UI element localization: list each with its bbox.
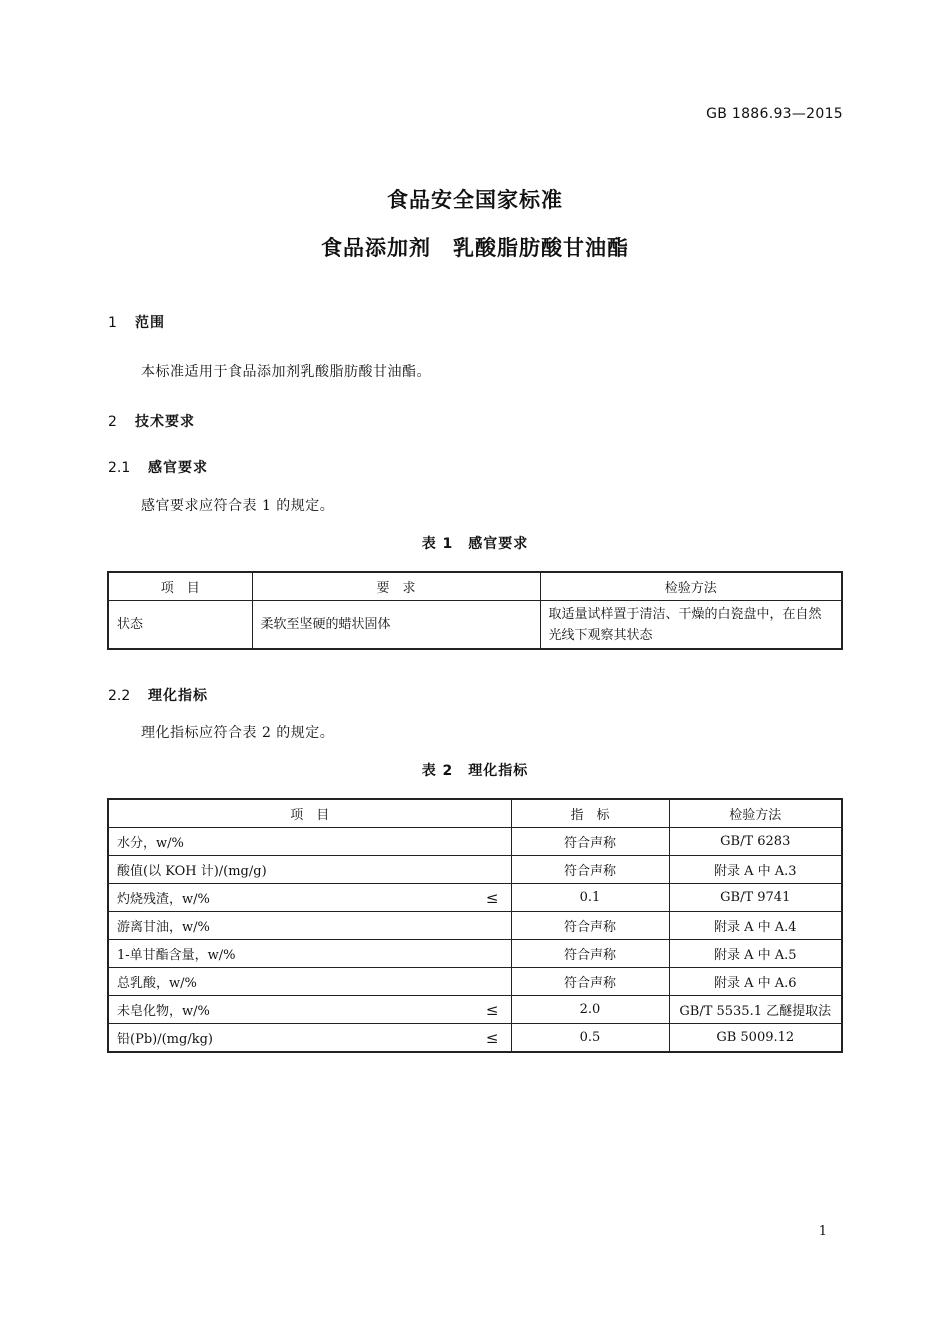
item-cell: 游离甘油，w/% xyxy=(117,920,210,935)
method-cell: GB/T 6283 xyxy=(669,828,842,856)
table-row xyxy=(108,996,842,1024)
section-number: 2 xyxy=(108,414,117,430)
method-cell: 附录 A 中 A.6 xyxy=(669,968,842,996)
physicochemical-indicators-table xyxy=(107,798,843,1053)
section-number: 2.2 xyxy=(108,688,131,704)
section-title: 感官要求 xyxy=(148,460,208,476)
header-cell: 指 标 xyxy=(511,799,669,828)
section-2-heading xyxy=(108,411,195,431)
section-2-2-text: 理化指标应符合表 2 的规定。 xyxy=(141,725,335,741)
item-cell: 灼烧残渣，w/% xyxy=(117,892,210,907)
header-cell: 项 目 xyxy=(108,572,252,601)
table-row xyxy=(108,828,842,856)
item-cell: 铅(Pb)/(mg/kg) xyxy=(117,1032,213,1047)
table-row xyxy=(108,1024,842,1053)
value-cell: 2.0 xyxy=(511,996,669,1024)
le-symbol: ≤ xyxy=(485,1000,499,1019)
method-cell: 附录 A 中 A.5 xyxy=(669,940,842,968)
table-row xyxy=(108,912,842,940)
value-cell: 0.1 xyxy=(511,884,669,912)
section-1-text: 本标准适用于食品添加剂乳酸脂肪酸甘油酯。 xyxy=(141,364,431,380)
item-cell: 水分，w/% xyxy=(117,836,184,851)
requirement-cell: 柔软至坚硬的蜡状固体 xyxy=(252,601,540,650)
section-title: 范围 xyxy=(135,315,165,331)
le-symbol: ≤ xyxy=(485,888,499,907)
table-2-caption: 表 2 理化指标 xyxy=(421,763,529,779)
header-cell: 项 目 xyxy=(108,799,511,828)
item-cell: 总乳酸，w/% xyxy=(117,976,197,991)
table-header-row xyxy=(108,572,842,601)
table-row xyxy=(108,601,842,650)
value-cell: 0.5 xyxy=(511,1024,669,1053)
document-subtitle: 食品添加剂 乳酸脂肪酸甘油酯 xyxy=(321,236,629,260)
table-1-caption: 表 1 感官要求 xyxy=(421,536,529,552)
section-title: 理化指标 xyxy=(148,688,208,704)
value-cell: 符合声称 xyxy=(511,828,669,856)
item-cell: 未皂化物，w/% xyxy=(117,1004,210,1019)
table-row xyxy=(108,940,842,968)
value-cell: 符合声称 xyxy=(511,856,669,884)
value-cell: 符合声称 xyxy=(511,968,669,996)
section-number: 1 xyxy=(108,315,117,331)
section-2-1-text: 感官要求应符合表 1 的规定。 xyxy=(141,498,335,514)
page-number: 1 xyxy=(818,1224,827,1239)
section-number: 2.1 xyxy=(108,460,131,476)
item-cell: 1-单甘酯含量，w/% xyxy=(117,948,236,963)
table-row xyxy=(108,884,842,912)
item-cell: 状态 xyxy=(108,601,252,650)
method-cell: GB/T 5535.1 乙醚提取法 xyxy=(669,996,842,1024)
header-cell: 检验方法 xyxy=(540,572,842,601)
table-row xyxy=(108,856,842,884)
standard-code: GB 1886.93—2015 xyxy=(706,106,843,122)
document-title: 食品安全国家标准 xyxy=(387,188,563,212)
section-1-heading xyxy=(108,312,165,332)
method-cell: GB 5009.12 xyxy=(669,1024,842,1053)
header-cell: 要 求 xyxy=(252,572,540,601)
section-title: 技术要求 xyxy=(135,414,195,430)
section-2-2-heading xyxy=(108,685,208,705)
value-cell: 符合声称 xyxy=(511,940,669,968)
table-row xyxy=(108,968,842,996)
method-cell: 附录 A 中 A.3 xyxy=(669,856,842,884)
header-cell: 检验方法 xyxy=(669,799,842,828)
section-2-1-heading xyxy=(108,457,208,477)
value-cell: 符合声称 xyxy=(511,912,669,940)
sensory-requirements-table xyxy=(107,571,843,650)
method-cell: GB/T 9741 xyxy=(669,884,842,912)
method-cell: 附录 A 中 A.4 xyxy=(669,912,842,940)
item-cell: 酸值(以 KOH 计)/(mg/g) xyxy=(117,864,267,879)
method-cell: 取适量试样置于清洁、干燥的白瓷盘中，在自然光线下观察其状态 xyxy=(540,601,842,650)
table-header-row xyxy=(108,799,842,828)
le-symbol: ≤ xyxy=(485,1028,499,1047)
